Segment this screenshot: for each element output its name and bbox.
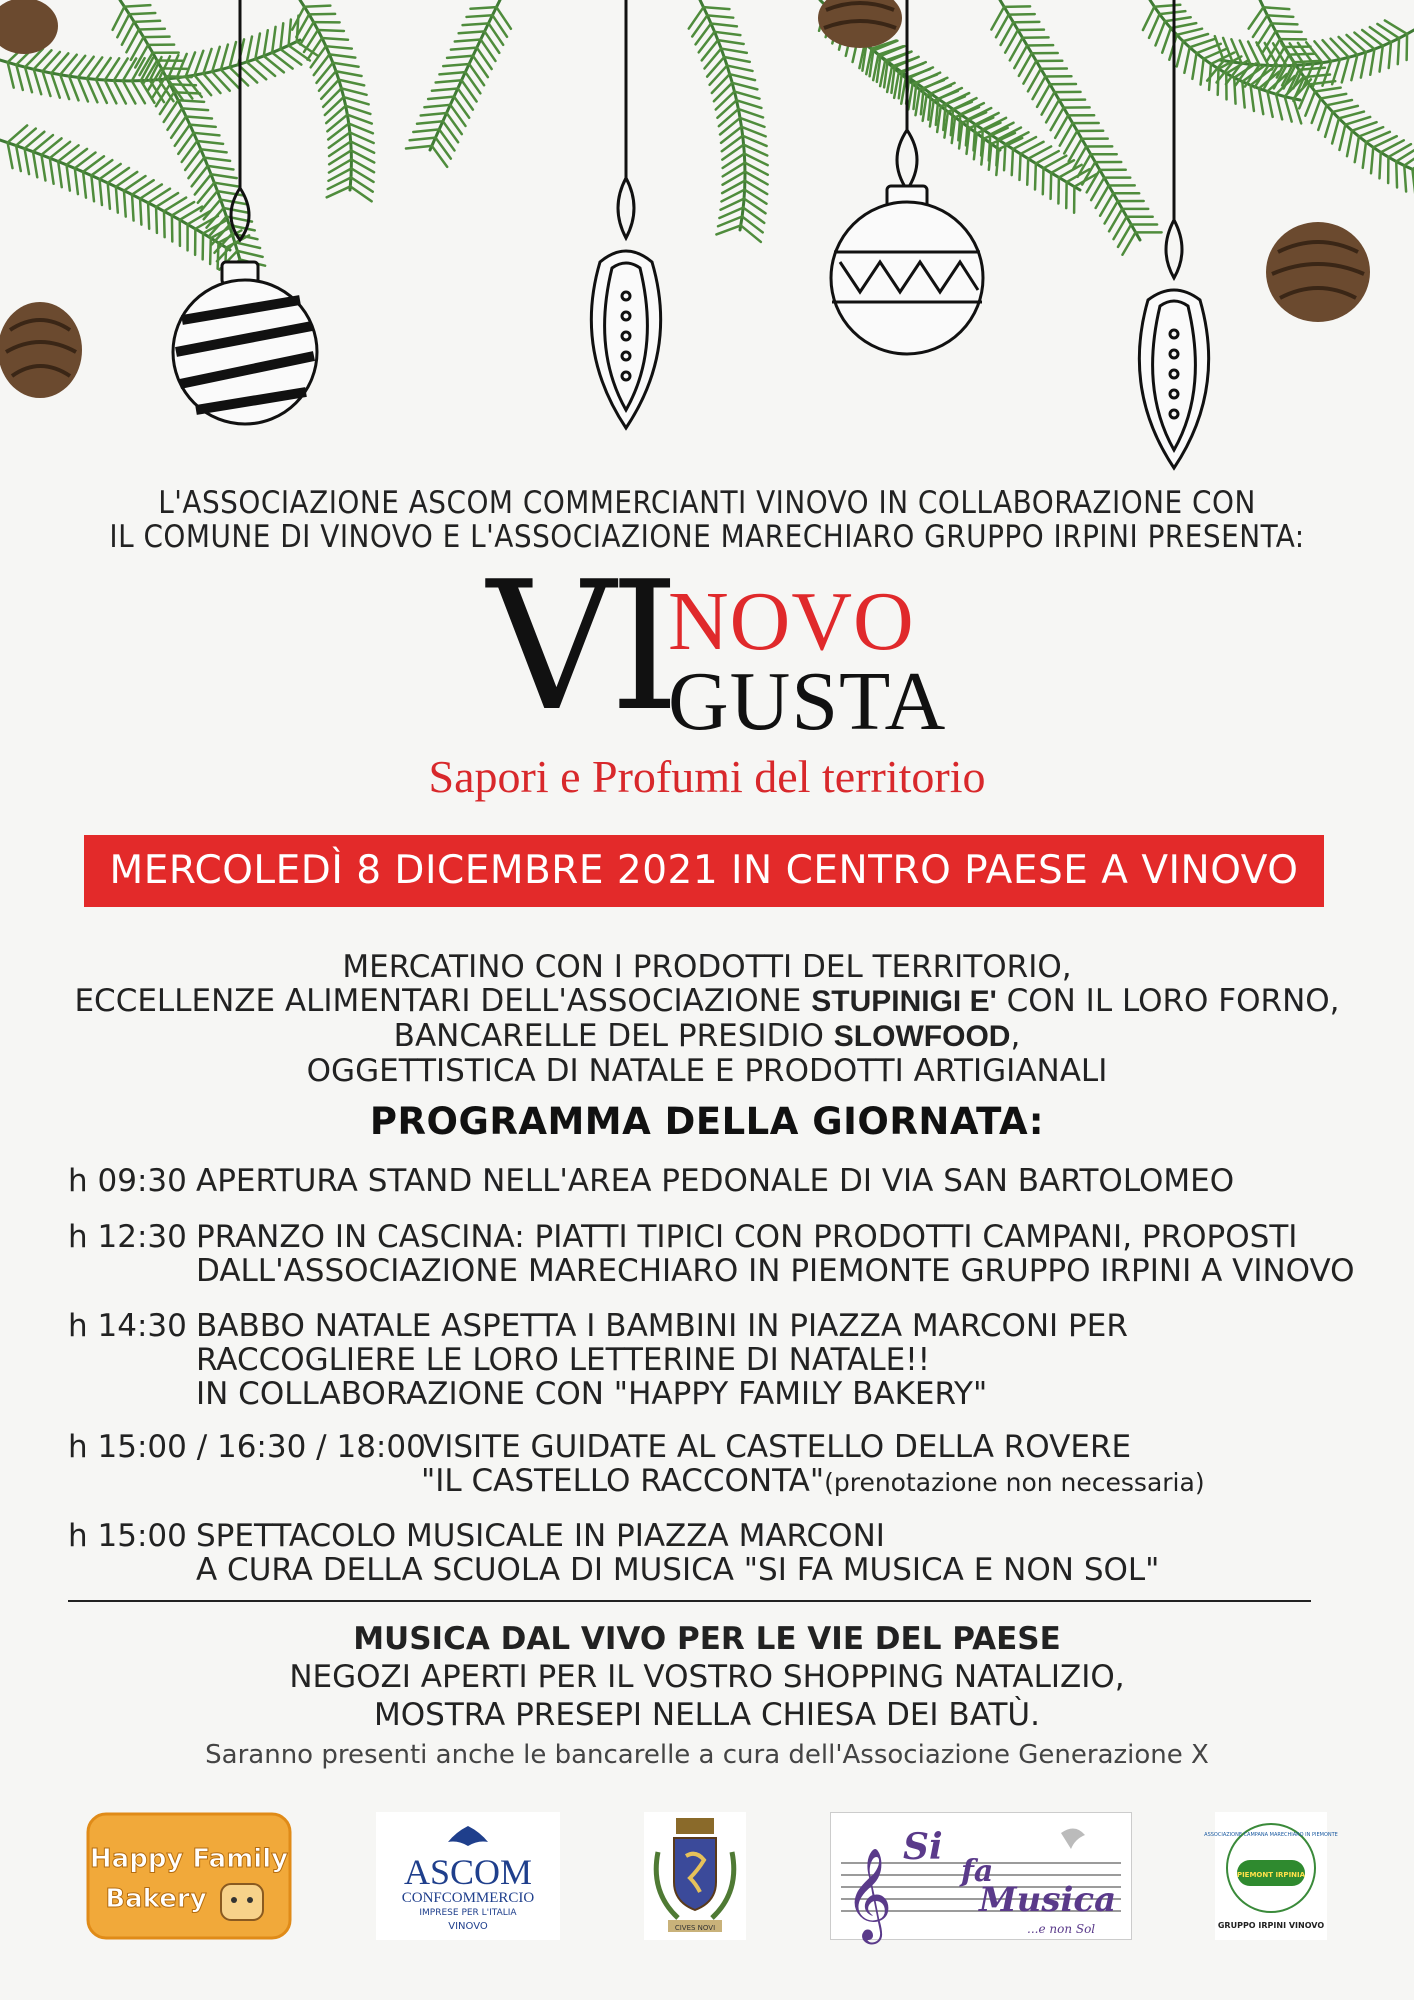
pine-needle [34,50,52,69]
closing-line-3: MOSTRA PRESEPI NELLA CHIESA DEI BATÙ. [374,1697,1040,1733]
pine-needle [174,92,200,93]
pine-needle [1184,47,1189,72]
pine-needle [716,225,740,234]
program-line [423,1464,1205,1500]
pine-needle [60,75,69,99]
pine-needle [463,23,489,25]
pine-needle [1177,29,1202,35]
ascom-sub-2: IMPRESE PER L'ITALIA [419,1908,517,1918]
pine-needle [702,40,718,60]
pine-needle [1183,34,1208,41]
pine-needle [1314,41,1331,61]
pine-needle [333,63,359,67]
pine-needle [724,57,750,62]
pine-needle [323,88,341,107]
market-line-2 [0,984,1414,1019]
pine-needle [1339,125,1345,150]
ascom-sub-1: CONFCOMMERCIO [401,1890,535,1906]
pine-needle [717,100,736,118]
pine-needle [1285,97,1292,122]
pine-needle [1347,131,1352,157]
pine-needle [221,45,228,70]
pine-needle [467,15,493,17]
program-time: h 14:30 [68,1308,187,1344]
pine-needle [1043,168,1044,194]
pine-needle [707,57,724,77]
pine-needle [201,149,227,152]
pine-needle [214,183,240,187]
program-note: (prenotazione non necessaria) [824,1468,1205,1497]
pine-needle [1305,92,1315,116]
pine-needle [1347,35,1366,52]
pine-needle [1333,106,1358,112]
pine-needle [318,30,344,31]
pine-needle [43,52,60,71]
gruppo-irpini-logo [1204,1812,1338,1940]
pine-needle [451,48,477,50]
program-line: BABBO NATALE ASPETTA I BAMBINI IN PIAZZA MARCONI PER [196,1308,1128,1344]
si-fa-musica-logo [830,1812,1132,1940]
pine-needle [716,92,735,110]
pine-needle [190,125,216,127]
pine-needle [1389,42,1391,68]
intro-line-1: L'ASSOCIAZIONE ASCOM COMMERCIANTI VINOVO IN COLLABORAZIONE CON [158,485,1256,521]
pine-needle [413,129,439,132]
pine-needle [210,238,211,264]
pine-needle [25,149,29,175]
intro-text [0,486,1414,554]
pine-needle [1355,136,1359,162]
pine-needle [170,84,196,85]
pine-needle [721,49,747,53]
divider [68,1600,1311,1602]
pine-needle [1404,166,1406,192]
pine-needle [740,118,764,127]
pine-needle [16,65,22,90]
pine-needle [743,136,767,146]
pine-needle [25,67,32,92]
pine-needle [707,15,733,17]
pine-needle [1321,94,1347,99]
program-time: h 15:00 / 16:30 / 18:00 [68,1429,426,1465]
pine-needle [1149,14,1160,38]
happy-family-bakery-logo [86,1812,292,1940]
market-text: CON IL LORO FORNO, [996,983,1340,1019]
pine-needle [1276,94,1282,119]
pine-needle [144,37,170,38]
irpini-bottom: GRUPPO IRPINI VINOVO [1217,1921,1325,1930]
pine-needle [218,243,219,269]
pine-cone-icon [818,0,902,48]
pine-needle [734,92,759,99]
pine-needle [91,175,94,201]
pine-needle [1190,39,1215,47]
program-time: h 12:30 [68,1219,187,1255]
coat-of-arms-icon [644,1812,746,1940]
ascom-name: ASCOM [403,1852,533,1892]
pine-needle [78,77,88,101]
pine-needle [1345,117,1370,125]
pine-needle [247,37,252,62]
pine-needle [1312,98,1321,122]
pine-needle [336,71,362,76]
pine-needle [1143,7,1154,30]
market-line-1: MERCATINO CON I PRODOTTI DEL TERRITORIO, [342,949,1072,985]
pine-needle [212,47,220,72]
pine-needle [1154,5,1180,7]
program-line: DALL'ASSOCIAZIONE MARECHIARO IN PIEMONTE GRUPPO IRPINI A VINOVO [196,1253,1355,1289]
pine-needle [33,152,37,178]
pine-needle [341,88,366,94]
program-desc [196,1309,1128,1411]
pine-needle [69,76,78,100]
music-title-1: Si [903,1826,943,1868]
program-desc [423,1430,1205,1500]
pine-needle [75,168,78,194]
slowfood-highlight: SLOWFOOD [833,1020,1011,1053]
pine-needle [58,161,62,187]
music-sub: ...e non Sol [1027,1922,1096,1936]
pine-needle [443,64,469,66]
pine-needle [60,55,77,75]
pine-needle [1362,30,1383,46]
logo-vi: VI [487,543,674,750]
program-line-text: "IL CASTELLO RACCONTA" [421,1463,825,1499]
pine-needle [116,187,118,213]
pine-needle [1380,46,1383,72]
pine-needle [432,88,458,90]
pine-needle [459,31,485,33]
irpini-badge: PIEMONT IRPINIA [1236,1871,1306,1879]
pine-needle [344,97,369,104]
pine-needle [715,32,741,35]
closing-text [0,1620,1414,1734]
pine-needle [8,143,13,169]
pine-cone-icon [0,0,58,54]
pine-needle [439,72,465,74]
bakery-text-2: Bakery [105,1884,207,1914]
pine-needle [1004,144,1005,170]
pine-needle [718,40,744,44]
pine-needle [139,29,165,30]
pine-needle [132,195,134,221]
ascom-sub-3: VINOVO [448,1921,488,1932]
pine-needle [1294,61,1320,62]
pine-needle [710,66,727,85]
pine-needle [720,118,740,135]
pine-needle [1234,78,1235,104]
pine-needle [41,155,45,181]
closing-line-1: MUSICA DAL VIVO PER LE VIE DEL PAESE [353,1621,1061,1657]
pine-needle [224,208,250,213]
pine-needle [43,71,51,96]
pine-needle [166,76,192,77]
pine-needle [727,66,752,71]
pine-needle [1276,31,1302,32]
intro-line-2: IL COMUNE DI VINOVO E L'ASSOCIAZIONE MARECHIARO GRUPPO IRPINI PRESENTA: [109,519,1305,555]
pine-needle [1160,11,1186,14]
pine-needle [417,121,443,124]
pine-needle [1342,57,1349,82]
pine-needle [264,30,268,56]
pine-needle [730,74,755,80]
pine-needle [156,207,157,233]
program-desc [196,1164,1234,1198]
pine-needle [164,211,165,237]
christmas-decoration [0,0,1414,480]
pine-needle [1162,28,1171,53]
pine-needle [328,124,349,140]
bakery-text-1: Happy Family [89,1844,289,1874]
pine-needle [1259,88,1263,114]
pine-needle [204,158,230,161]
program-line: APERTURA STAND NELL'AREA PEDONALE DI VIA SAN BARTOLOMEO [196,1163,1235,1199]
pine-needle [447,56,473,58]
pine-needle [182,108,208,110]
program-line: VISITE GUIDATE AL CASTELLO DELLA ROVERE [423,1429,1132,1465]
program-title: PROGRAMMA DELLA GIORNATA: [369,1100,1045,1143]
pine-needle [272,27,275,53]
program-line: A CURA DELLA SCUOLA DI MUSICA "SI FA MUSICA E NON SOL" [196,1552,1160,1588]
pine-needle [712,74,730,93]
pine-needle [255,34,260,60]
pine-needle [50,158,54,184]
pine-needle [1363,142,1366,168]
pine-needle [1201,59,1204,85]
irpini-logo-icon [1204,1812,1338,1940]
pine-needle [211,174,237,178]
pine-needle [1155,21,1165,45]
pine-needle [230,42,236,67]
pine-needle [330,54,356,57]
pine-needle [428,97,454,99]
pine-needle [235,242,260,248]
pine-needle [1354,33,1374,50]
market-line-3 [0,1019,1414,1054]
pine-needle [124,5,150,7]
pine-needle [208,166,234,170]
market-line-4: OGGETTISTICA DI NATALE E PRODOTTI ARTIGIANALI [306,1053,1108,1089]
program-time: h 15:00 [68,1518,187,1554]
pine-needle [316,63,332,83]
pine-needle [711,24,737,27]
pine-needle [1027,159,1028,185]
pine-needle [436,80,462,82]
pine-needle [1379,152,1380,178]
pine-needle [1325,112,1333,137]
ascom-logo-icon [376,1812,560,1940]
date-banner: MERCOLEDÌ 8 DICEMBRE 2021 IN CENTRO PAESE A VINOVO [84,835,1324,907]
pine-needle [1051,173,1052,199]
pine-needle [1012,149,1013,175]
pine-needle [1192,53,1196,79]
ascom-logo [376,1812,560,1940]
pine-needle [737,100,762,108]
pine-needle [410,138,436,141]
pine-needle [34,69,41,94]
pine-needle [1177,41,1183,66]
pine-needle [321,80,339,99]
pine-needle [1323,40,1340,59]
pine-needle [1371,147,1373,173]
pine-needle [981,129,983,155]
market-text: , [1010,1018,1021,1054]
pine-needle [1339,37,1358,55]
pine-needle [314,54,330,75]
pine-needle [8,62,14,87]
pine-needle [325,97,344,115]
market-text: ECCELLENZE ALIMENTARI DELL'ASSOCIAZIONE [74,983,812,1019]
ornament-drop-icon [1139,0,1208,468]
pine-needle [134,21,160,22]
pine-needle [197,141,223,144]
pine-needle [322,38,348,40]
pine-needle [1289,54,1315,55]
pine-needle [280,23,283,49]
pine-needle [349,124,373,134]
pine-needle [989,134,991,160]
pine-needle [1306,42,1322,62]
irpini-arc-text: ASSOCIAZIONE CAMPANA MARECHIARO IN PIEMONTE [1204,1832,1338,1838]
pine-cone-icon [0,302,82,398]
pine-needle [326,106,345,123]
pine-needle [1339,112,1364,119]
program-line: PRANZO IN CASCINA: PIATTI TIPICI CON PRODOTTI CAMPANI, PROPOSTI [196,1219,1298,1255]
pine-needle [16,146,21,172]
pine-needle [289,20,291,46]
program-time: h 09:30 [68,1163,187,1199]
pine-needle [51,73,59,98]
market-text: BANCARELLE DEL PRESIDIO [393,1018,834,1054]
stupinigi-highlight: STUPINIGI E' [811,985,997,1018]
music-title-3: Musica [979,1880,1117,1920]
pine-needle [347,115,371,124]
pine-needles [8,0,1414,278]
pine-needle [108,183,110,209]
pine-needle [1165,17,1191,21]
pine-needle [140,199,141,225]
pine-needle [1267,15,1293,17]
program-desc [196,1220,1355,1288]
music-title-2: fa [961,1854,994,1889]
pine-needle [1263,7,1289,9]
pine-needle [1315,88,1341,92]
program-line: RACCOGLIERE LE LORO LETTERINE DI NATALE!! [196,1342,931,1378]
pine-needle [1332,118,1339,143]
pine-needle [421,113,447,115]
program-line: SPETTACOLO MUSICALE IN PIAZZA MARCONI [196,1518,885,1554]
logo-gusta: GUSTA [668,655,947,748]
pine-needle [732,83,757,90]
ornament-drop-icon [591,0,660,428]
generazione-note: Saranno presenti anche le bancarelle a cura dell'Associazione Generazione X [205,1740,1209,1770]
pine-needle [129,13,155,14]
dove-icon [1061,1828,1085,1849]
program-desc [196,1519,1159,1587]
pine-needle [67,165,70,191]
pine-needle [124,191,126,217]
pine-needle [51,53,68,73]
pine-needle [1215,36,1224,60]
program-line: IN COLLABORAZIONE CON "HAPPY FAMILY BAKERY" [196,1376,988,1412]
pine-needle [996,139,997,165]
music-logo-icon [831,1813,1131,1939]
pine-needle [326,46,352,48]
pine-cone-icon [1266,222,1370,322]
pine-needle [194,133,220,136]
pine-needle [406,146,432,149]
pine-needle [704,49,721,69]
tagline: Sapori e Profumi del territorio [428,751,986,802]
pine-needle [1019,154,1020,180]
pine-needle [237,251,262,257]
pine-needle [455,40,481,42]
pine-needle [83,172,86,198]
pine-needle [100,179,102,205]
pine-needle [161,68,187,69]
pine-needle [470,7,496,9]
pine-needle [1361,52,1366,77]
pine-needle [1318,105,1326,130]
pine-needle [195,51,204,75]
market-description [0,950,1414,1088]
pine-needle [719,109,739,126]
pine-needle [1396,161,1397,187]
pine-needle [714,83,732,101]
pine-needle [1331,39,1349,58]
pine-needle [339,80,364,86]
treble-clef-icon: 𝄞 [845,1847,893,1940]
pine-needle [1398,38,1399,64]
pine-needle [178,100,204,102]
pine-needle [327,115,347,132]
logo-novo: NOVO [668,575,915,668]
pine-needle [304,6,330,7]
pine-needle [424,105,450,107]
pine-needle [148,203,149,229]
pine-needle [1267,91,1272,116]
coat-motto: CIVES NOVI [674,1924,716,1932]
pine-needle [1251,85,1254,111]
pine-needle [319,71,336,91]
pine-needle [1327,100,1352,105]
pine-needle [186,116,212,118]
pine-needle [1352,122,1377,131]
pine-needle [203,49,211,74]
pine-needle [1035,163,1036,189]
comune-vinovo-coat-of-arms [644,1812,746,1940]
pine-needle [704,7,730,9]
pine-needle [201,191,218,211]
closing-line-2: NEGOZI APERTI PER IL VOSTRO SHOPPING NATALIZIO, [289,1659,1125,1695]
pine-needle [1293,99,1301,124]
pine-needle [1351,55,1357,80]
pine-needle [738,109,763,117]
pine-needle [1271,23,1297,24]
pine-needle [346,106,371,114]
pine-needle [1370,49,1374,75]
bakery-logo-icon [86,1812,292,1940]
pine-needle [741,127,765,137]
